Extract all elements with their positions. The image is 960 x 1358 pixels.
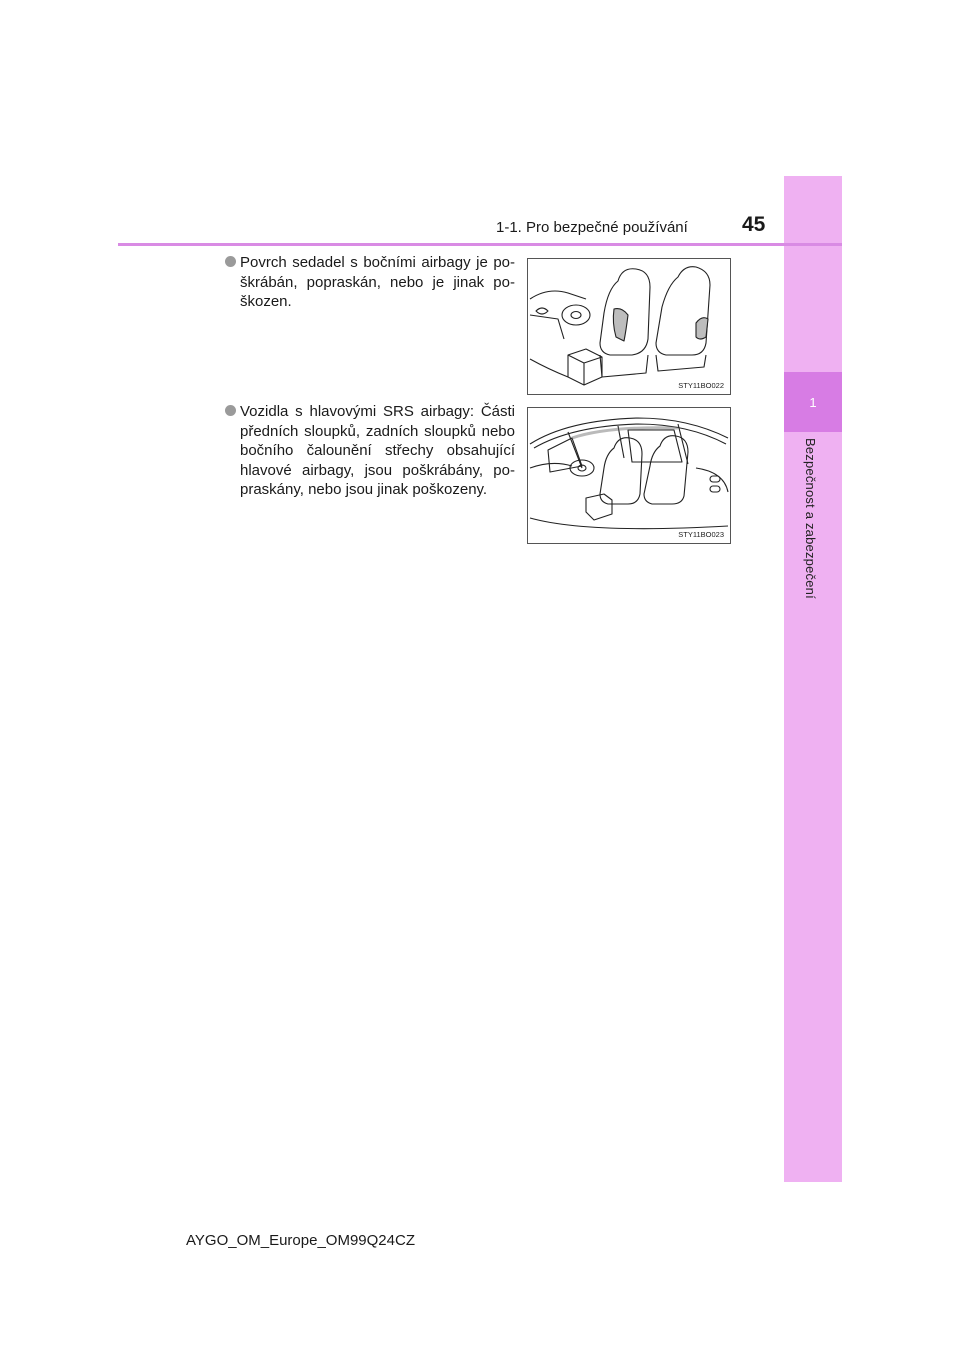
document-code: AYGO_OM_Europe_OM99Q24CZ [186, 1232, 415, 1249]
bullet-icon [225, 405, 236, 416]
chapter-title: Bezpečnost a zabezpečení [803, 438, 818, 599]
bullet-text: Povrch sedadel s bočními airbagy je po-škrábán, popraskán, nebo je jinak po-škozen. [240, 254, 515, 310]
seat-side-airbag-illustration [527, 258, 731, 395]
chapter-number: 1 [784, 372, 842, 432]
car-interior-illustration-svg [528, 408, 731, 544]
figure-code: STY11BO023 [678, 530, 724, 539]
section-title: 1-1. Pro bezpečné používání [496, 219, 688, 236]
curtain-airbag-illustration [527, 407, 731, 544]
seat-illustration-svg [528, 259, 731, 395]
bullet-text: Vozidla s hlavovými SRS airbagy: Části předních sloupků, zadních sloupků nebo bočního čalounění střechy obsahující hlavové airbagy, jsou poškrábány, po-praskány, nebo jsou jinak poškozeny. [240, 403, 515, 498]
header-divider [118, 243, 842, 246]
figure-code: STY11BO022 [678, 381, 724, 390]
page-number: 45 [742, 213, 766, 236]
bullet-item [225, 253, 515, 312]
chapter-side-tab [784, 176, 842, 1182]
bullet-item [225, 402, 515, 500]
bullet-icon [225, 256, 236, 267]
